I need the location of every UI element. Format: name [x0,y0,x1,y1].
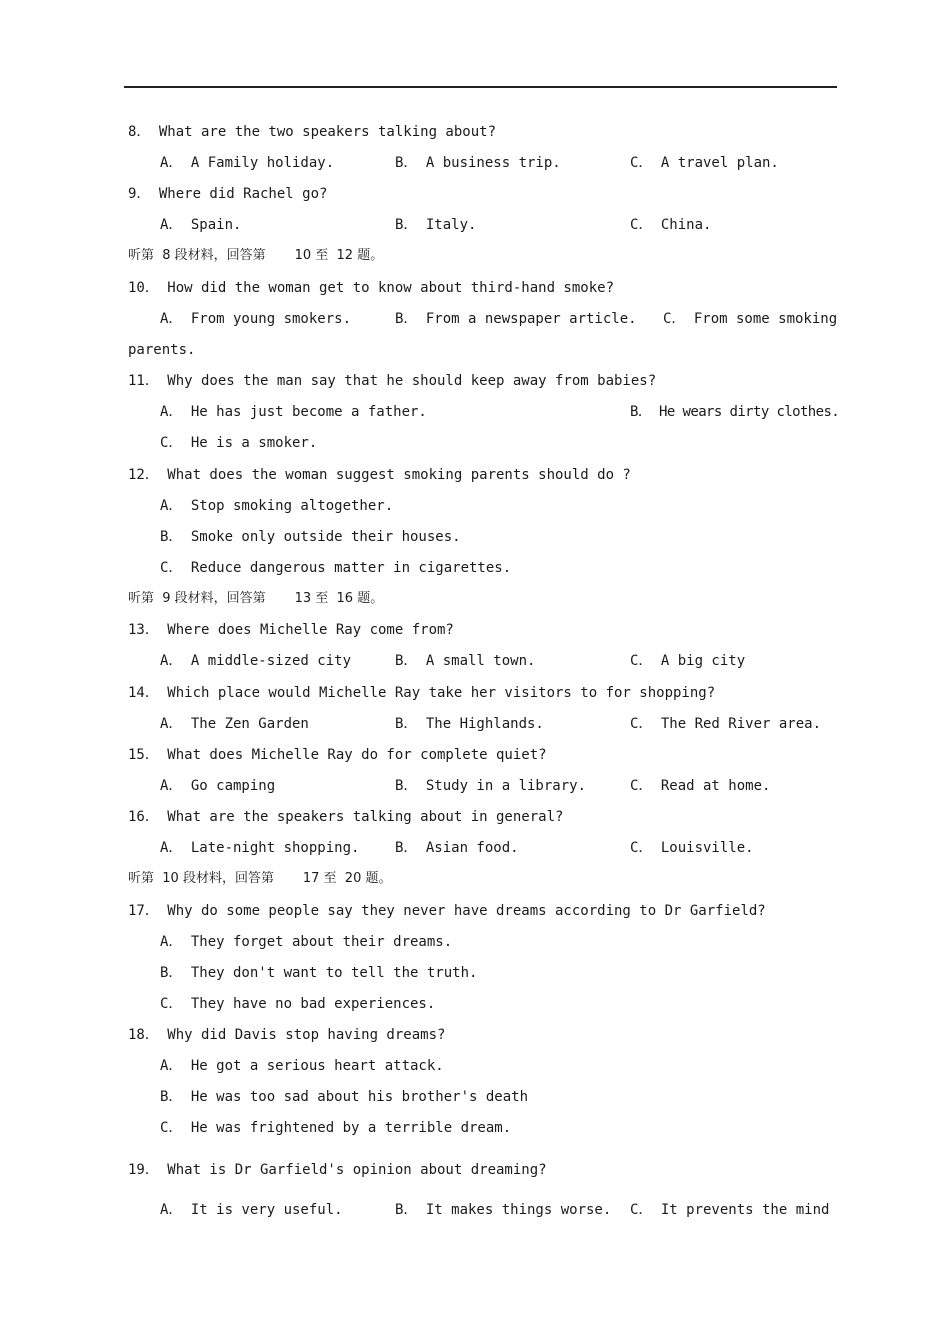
question-11: 11． Why does the man say that he should keep away from babies? [128,373,657,389]
option-12a: A． Stop smoking altogether. [160,498,394,514]
option-10c-continued: parents. [128,342,196,358]
option-10b: B． From a newspaper article. [395,311,637,327]
option-10c: C． From some smoking [663,311,838,327]
option-19b: B． It makes things worse. [395,1202,612,1218]
option-11c: C． He is a smoker. [160,435,318,451]
option-9a: A． Spain. [160,217,242,233]
option-18c: C． He was frightened by a terrible dream. [160,1120,512,1136]
option-16a: A． Late-night shopping. [160,840,360,856]
option-15b: B． Study in a library. [395,778,587,794]
option-8a: A． A Family holiday. [160,155,335,171]
option-17b: B． They don't want to tell the truth. [160,965,478,981]
section-heading-8: 听第 8 段材料，回答第 10 至 12 题。 [128,248,384,263]
option-14c: C． The Red River area. [630,716,822,732]
question-17: 17． Why do some people say they never have dreams according to Dr Garfield? [128,903,766,919]
option-16b: B． Asian food. [395,840,519,856]
question-19: 19． What is Dr Garfield's opinion about dreaming? [128,1162,547,1178]
question-13: 13． Where does Michelle Ray come from? [128,622,454,638]
header-rule [124,86,837,88]
option-10a: A． From young smokers. [160,311,352,327]
option-14a: A． The Zen Garden [160,716,309,732]
option-18a: A． He got a serious heart attack. [160,1058,444,1074]
question-9: 9． Where did Rachel go? [128,186,328,202]
option-11a: A． He has just become a father. [160,404,427,420]
option-12c: C． Reduce dangerous matter in cigarettes. [160,560,512,576]
option-17c: C． They have no bad experiences. [160,996,436,1012]
question-16: 16． What are the speakers talking about in general? [128,809,564,825]
option-18b: B． He was too sad about his brother's death [160,1089,529,1105]
option-16c: C． Louisville. [630,840,754,856]
question-10: 10． How did the woman get to know about third-hand smoke? [128,280,615,296]
option-13b: B． A small town. [395,653,536,669]
option-13c: C． A big city [630,653,746,669]
option-9b: B． Italy. [395,217,477,233]
question-18: 18． Why did Davis stop having dreams? [128,1027,446,1043]
option-9c: C． China. [630,217,712,233]
option-8b: B． A business trip. [395,155,561,171]
question-8: 8． What are the two speakers talking about? [128,124,497,140]
option-19c: C． It prevents the mind [630,1202,830,1218]
option-12b: B． Smoke only outside their houses. [160,529,461,545]
section-heading-10: 听第 10 段材料，回答第 17 至 20 题。 [128,871,392,886]
option-11b: B． He wears dirty clothes. [630,404,840,420]
question-14: 14． Which place would Michelle Ray take her visitors to for shopping? [128,685,716,701]
question-15: 15． What does Michelle Ray do for complete quiet? [128,747,547,763]
option-8c: C． A travel plan. [630,155,779,171]
option-14b: B． The Highlands. [395,716,544,732]
section-heading-9: 听第 9 段材料，回答第 13 至 16 题。 [128,591,384,606]
option-13a: A． A middle-sized city [160,653,352,669]
option-17a: A． They forget about their dreams. [160,934,453,950]
option-15a: A． Go camping [160,778,276,794]
question-12: 12． What does the woman suggest smoking parents should do ? [128,467,631,483]
option-19a: A． It is very useful. [160,1202,343,1218]
option-15c: C． Read at home. [630,778,771,794]
